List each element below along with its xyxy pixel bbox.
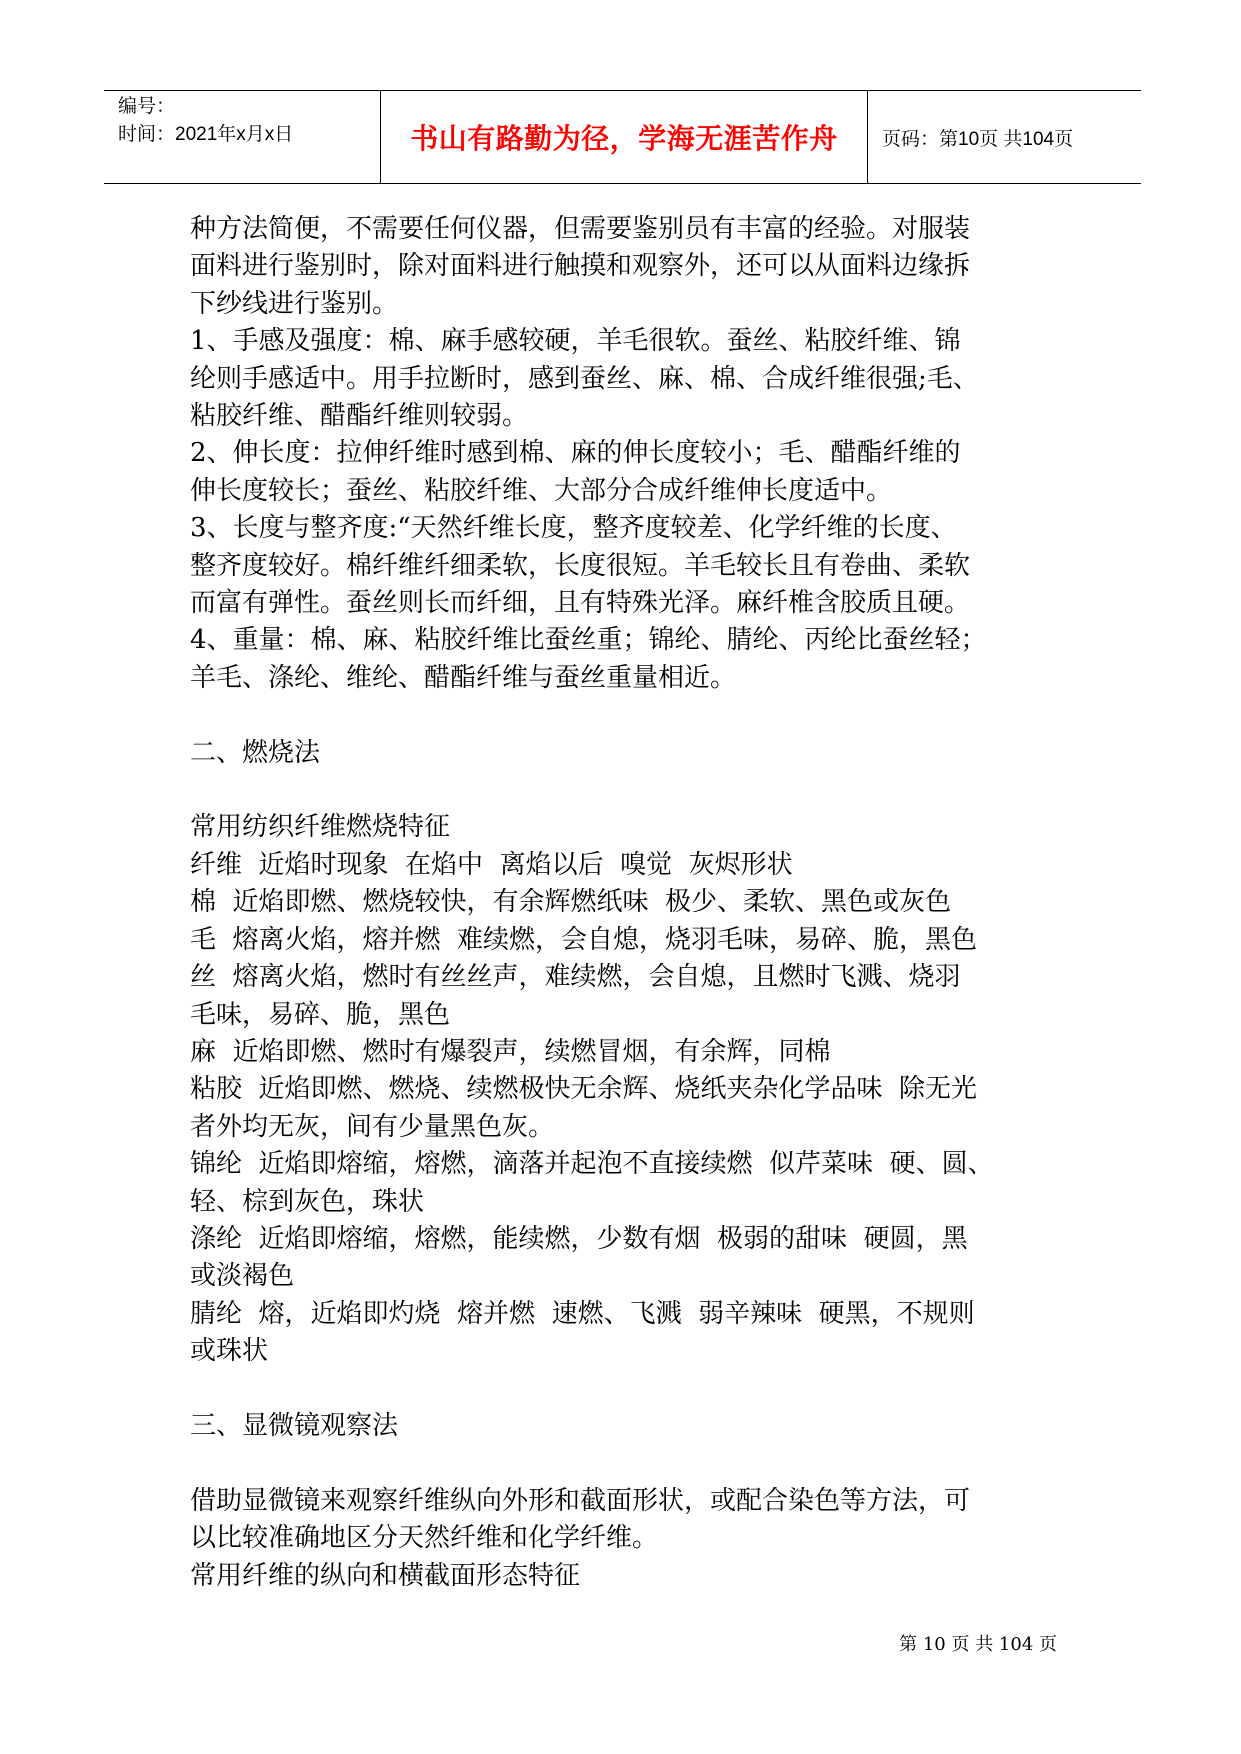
document-time-label: 时间：2021年x月x日 bbox=[118, 124, 294, 145]
blank-line bbox=[190, 772, 1050, 809]
text-line: 下纱线进行鉴别。 bbox=[190, 288, 399, 319]
body-text bbox=[190, 211, 1050, 1595]
page-footer: 第 10 页 共 104 页 bbox=[899, 1634, 1057, 1655]
text-line: 2、伸长度：拉伸纤维时感到棉、麻的伸长度较小；毛、醋酯纤维的 bbox=[190, 438, 961, 469]
text-line: 4、重量：棉、麻、粘胶纤维比蚕丝重；锦纶、腈纶、丙纶比蚕丝轻； bbox=[190, 625, 987, 656]
section-heading: 二、燃烧法 bbox=[190, 737, 321, 768]
text-line: 常用纤维的纵向和横截面形态特征 bbox=[190, 1560, 581, 1591]
text-line: 轻、棕到灰色，珠状 bbox=[190, 1186, 425, 1217]
text-line: 常用纺织纤维燃烧特征 bbox=[190, 812, 451, 843]
text-line: 丝 熔离火焰，燃时有丝丝声，难续燃，会自熄，且燃时飞溅、烧羽 bbox=[190, 962, 961, 993]
text-line: 1、手感及强度：棉、麻手感较硬，羊毛很软。蚕丝、粘胶纤维、锦 bbox=[190, 326, 961, 357]
text-line: 而富有弹性。蚕丝则长而纤细，且有特殊光泽。麻纤椎含胶质且硬。 bbox=[190, 588, 971, 619]
text-line: 或淡褐色 bbox=[190, 1261, 295, 1292]
text-line: 者外均无灰，间有少量黑色灰。 bbox=[190, 1111, 555, 1142]
text-line: 毛 熔离火焰，熔并燃 难续燃，会自熄，烧羽毛味，易碎、脆，黑色 bbox=[190, 924, 978, 955]
text-line: 面料进行鉴别时，除对面料进行触摸和观察外，还可以从面料边缘拆 bbox=[190, 251, 971, 282]
text-line: 纶则手感适中。用手拉断时，感到蚕丝、麻、棉、合成纤维很强;毛、 bbox=[190, 363, 979, 394]
text-line: 涤纶 近焰即熔缩，熔燃，能续燃，少数有烟 极弱的甜味 硬圆，黑 bbox=[190, 1223, 968, 1254]
text-line: 借助显微镜来观察纤维纵向外形和截面形状，或配合染色等方法，可 bbox=[190, 1485, 971, 1516]
section-heading: 三、显微镜观察法 bbox=[190, 1410, 399, 1441]
blank-line bbox=[190, 1371, 1050, 1408]
blank-line bbox=[190, 1445, 1050, 1482]
header-page-number: 页码：第10页 共104页 bbox=[882, 128, 1074, 150]
text-line: 纤维 近焰时现象 在焰中 离焰以后 嗅觉 灰烬形状 bbox=[190, 849, 793, 880]
text-line: 麻 近焰即燃、燃时有爆裂声，续燃冒烟，有余辉，同棉 bbox=[190, 1036, 831, 1067]
text-line: 毛味，易碎、脆，黑色 bbox=[190, 999, 451, 1030]
header-motto: 书山有路勤为径，学海无涯苦作舟 bbox=[381, 91, 868, 183]
text-line: 伸长度较长；蚕丝、粘胶纤维、大部分合成纤维伸长度适中。 bbox=[190, 475, 893, 506]
text-line: 种方法简便，不需要任何仪器，但需要鉴别员有丰富的经验。对服装 bbox=[190, 214, 971, 244]
text-line: 整齐度较好。棉纤维纤细柔软，长度很短。羊毛较长且有卷曲、柔软 bbox=[190, 550, 971, 581]
text-line: 粘胶 近焰即燃、燃烧、续燃极快无余辉、烧纸夹杂化学品味 除无光 bbox=[190, 1074, 978, 1105]
header-meta bbox=[104, 91, 381, 183]
text-line: 或珠状 bbox=[190, 1336, 269, 1367]
document-number-label: 编号： bbox=[118, 96, 176, 117]
text-line: 棉 近焰即燃、燃烧较快，有余辉燃纸味 极少、柔软、黑色或灰色 bbox=[190, 887, 952, 918]
text-line: 粘胶纤维、醋酯纤维则较弱。 bbox=[190, 401, 529, 432]
page-header bbox=[104, 90, 1141, 184]
text-line: 3、长度与整齐度:“天然纤维长度，整齐度较差、化学纤维的长度、 bbox=[190, 513, 957, 544]
text-line: 以比较准确地区分天然纤维和化学纤维。 bbox=[190, 1523, 659, 1554]
text-line: 羊毛、涤纶、维纶、醋酯纤维与蚕丝重量相近。 bbox=[190, 662, 737, 693]
blank-line bbox=[190, 697, 1050, 734]
text-line: 腈纶 熔，近焰即灼烧 熔并燃 速燃、飞溅 弱辛辣味 硬黑，不规则 bbox=[190, 1298, 975, 1329]
text-line: 锦纶 近焰即熔缩，熔燃，滴落并起泡不直接续燃 似芹菜味 硬、圆、 bbox=[190, 1149, 994, 1180]
